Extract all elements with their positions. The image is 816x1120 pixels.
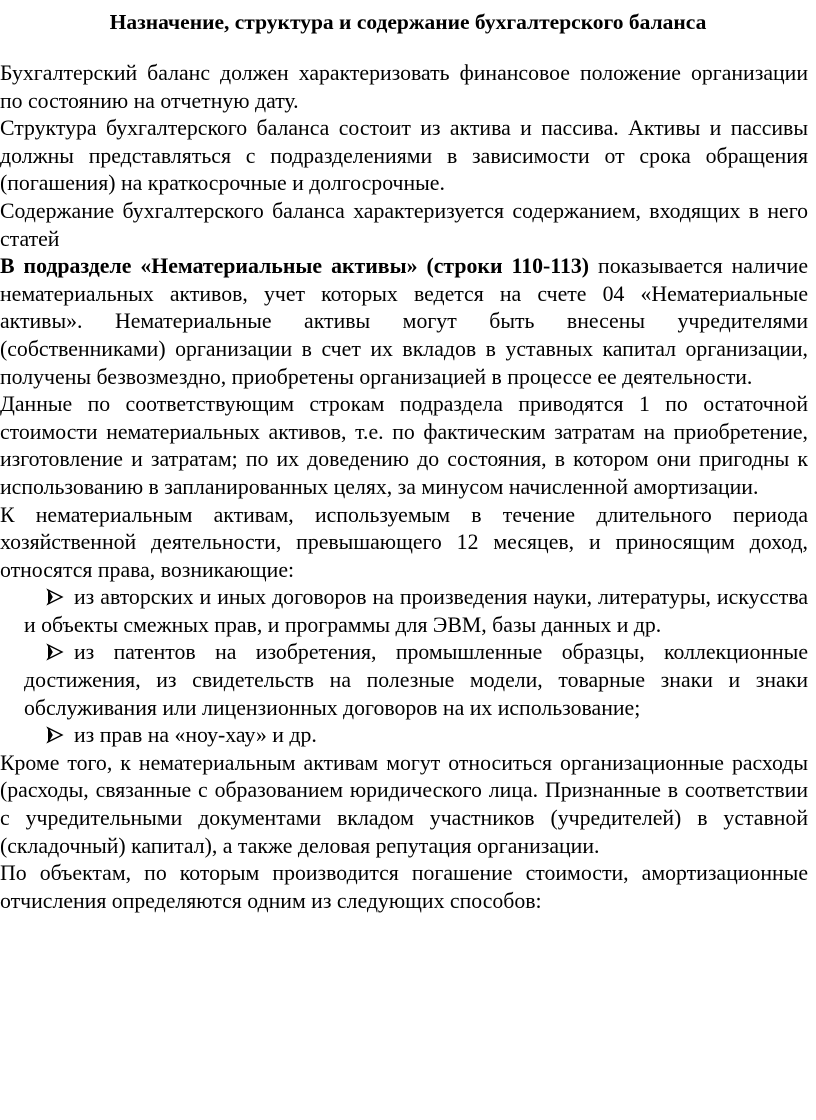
intangible-assets-text: показывается наличие нематериальных активов, учет которых ведется на счете 04 «Нематериальные активы». Нематериальные активы могут быть внесены учредителями (собственниками) организации в счет их вкладов в уставных капитал организации, получены безвозмездно, приобретены организацией в процессе ее деятельности.	[0, 254, 808, 389]
paragraph-balance-structure: Структура бухгалтерского баланса состоит из актива и пассива. Активы и пассивы должны представляться с подразделениями в зависимости от срока обращения (погашения) на краткосрочные и долгосрочные.	[0, 116, 808, 196]
paragraph-intangible-assets	[0, 253, 808, 391]
paragraph-balance-content: Содержание бухгалтерского баланса характеризуется содержанием, входящих в него статей	[0, 198, 808, 251]
document-body	[0, 60, 808, 915]
list-item	[0, 639, 808, 722]
paragraph-amortization-methods: По объектам, по которым производится погашение стоимости, амортизационные отчисления определяются одним из следующих способов:	[0, 861, 808, 913]
list-item-text: из патентов на изобретения, промышленные образцы, коллекционные достижения, из свидетельств на полезные модели, товарные знаки и знаки обслуживания или лицензионных договоров на их использование;	[24, 640, 808, 720]
intangible-assets-heading: В подразделе «Нематериальные активы» (строки 110-113)	[0, 254, 590, 279]
list-item	[0, 722, 808, 750]
paragraph-balance-purpose: Бухгалтерский баланс должен характеризовать финансовое положение организации по состоянию на отчетную дату.	[0, 61, 808, 113]
list-item-text: из прав на «ноу-хау» и др.	[74, 723, 317, 748]
page-title: Назначение, структура и содержание бухгалтерского баланса	[109, 10, 707, 34]
list-item	[0, 584, 808, 639]
rights-list	[0, 584, 808, 750]
paragraph-organizational-expenses: Кроме того, к нематериальным активам могут относиться организационные расходы (расходы, связанные с образованием юридического лица. Признанные в соответствии с учредительными документами вкладом участников (учредителей) в уставной (складочный) капитал), а также деловая репутация организации.	[0, 750, 808, 858]
paragraph-rights-intro: К нематериальным активам, используемым в течение длительного периода хозяйственной деятельности, превышающего 12 месяцев, и приносящим доход, относятся права, возникающие:	[0, 502, 808, 582]
list-item-text: из авторских и иных договоров на произведения науки, литературы, искусства и объекты смежных прав, и программы для ЭВМ, базы данных и др.	[24, 585, 808, 637]
paragraph-residual-value: Данные по соответствующим строкам подраздела приводятся 1 по остаточной стоимости нематериальных активов, т.е. по фактическим затратам на приобретение, изготовление и затратам; по их доведению до состояния, в котором они пригодны к использованию в запланированных целях, за минусом начисленной амортизации.	[0, 392, 808, 499]
